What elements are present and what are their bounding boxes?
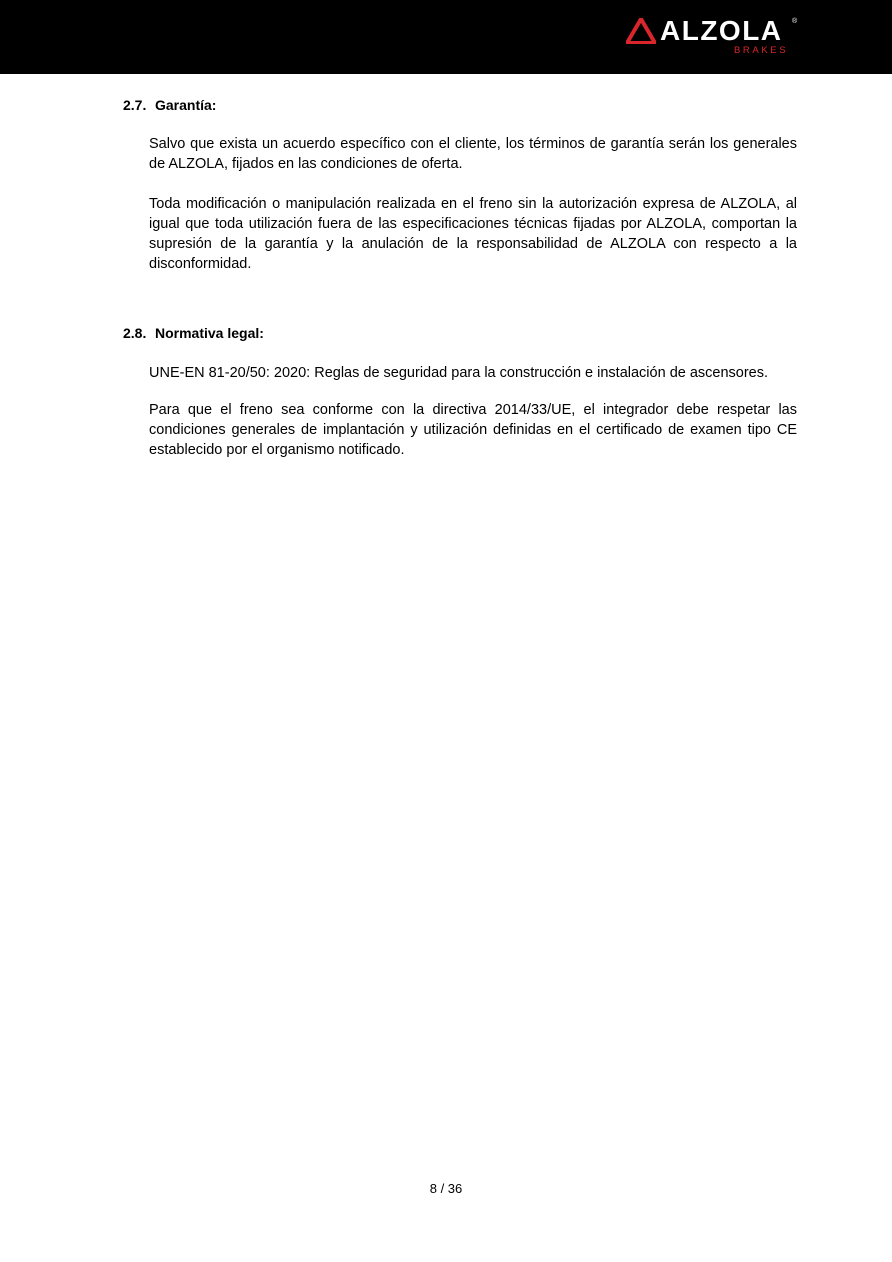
paragraph-normativa-directive: Para que el freno sea conforme con la directiva 2014/33/UE, el integrador debe respetar las condiciones generales de implantación y utilización definidas en el certificado de examen tipo CE establecido por el organismo notificado.: [149, 402, 797, 458]
logo-subtitle: BRAKES: [734, 45, 789, 56]
section-heading-garantia: [123, 96, 216, 114]
page-number: 8 / 36: [429, 1181, 463, 1196]
section-title: Normativa legal:: [155, 325, 264, 341]
logo-registered-mark: ®: [792, 18, 798, 25]
paragraph-garantia-modification: Toda modificación o manipulación realizada en el freno sin la autorización expresa de ALZOLA, al igual que toda utilización fuera de las especificaciones técnicas fijadas por ALZOLA, comportan la supresión de la garantía y la anulación de la responsabilidad de ALZOLA con respecto a la disconformidad.: [149, 196, 797, 272]
logo-triangle-icon: [626, 18, 656, 44]
header-bar: [0, 0, 892, 74]
alzola-logo: [626, 14, 798, 58]
logo-wordmark: ALZOLA: [660, 15, 783, 46]
paragraph-garantia-terms: Salvo que exista un acuerdo específico con el cliente, los términos de garantía serán los generales de ALZOLA, fijados en las condiciones de oferta.: [149, 136, 797, 172]
section-title: Garantía:: [155, 97, 217, 113]
section-number: 2.7.: [123, 97, 147, 113]
section-number: 2.8.: [123, 325, 147, 341]
section-heading-normativa: [123, 324, 264, 342]
paragraph-normativa-standard: UNE-EN 81-20/50: 2020: Reglas de seguridad para la construcción e instalación de ascensores.: [149, 365, 769, 381]
